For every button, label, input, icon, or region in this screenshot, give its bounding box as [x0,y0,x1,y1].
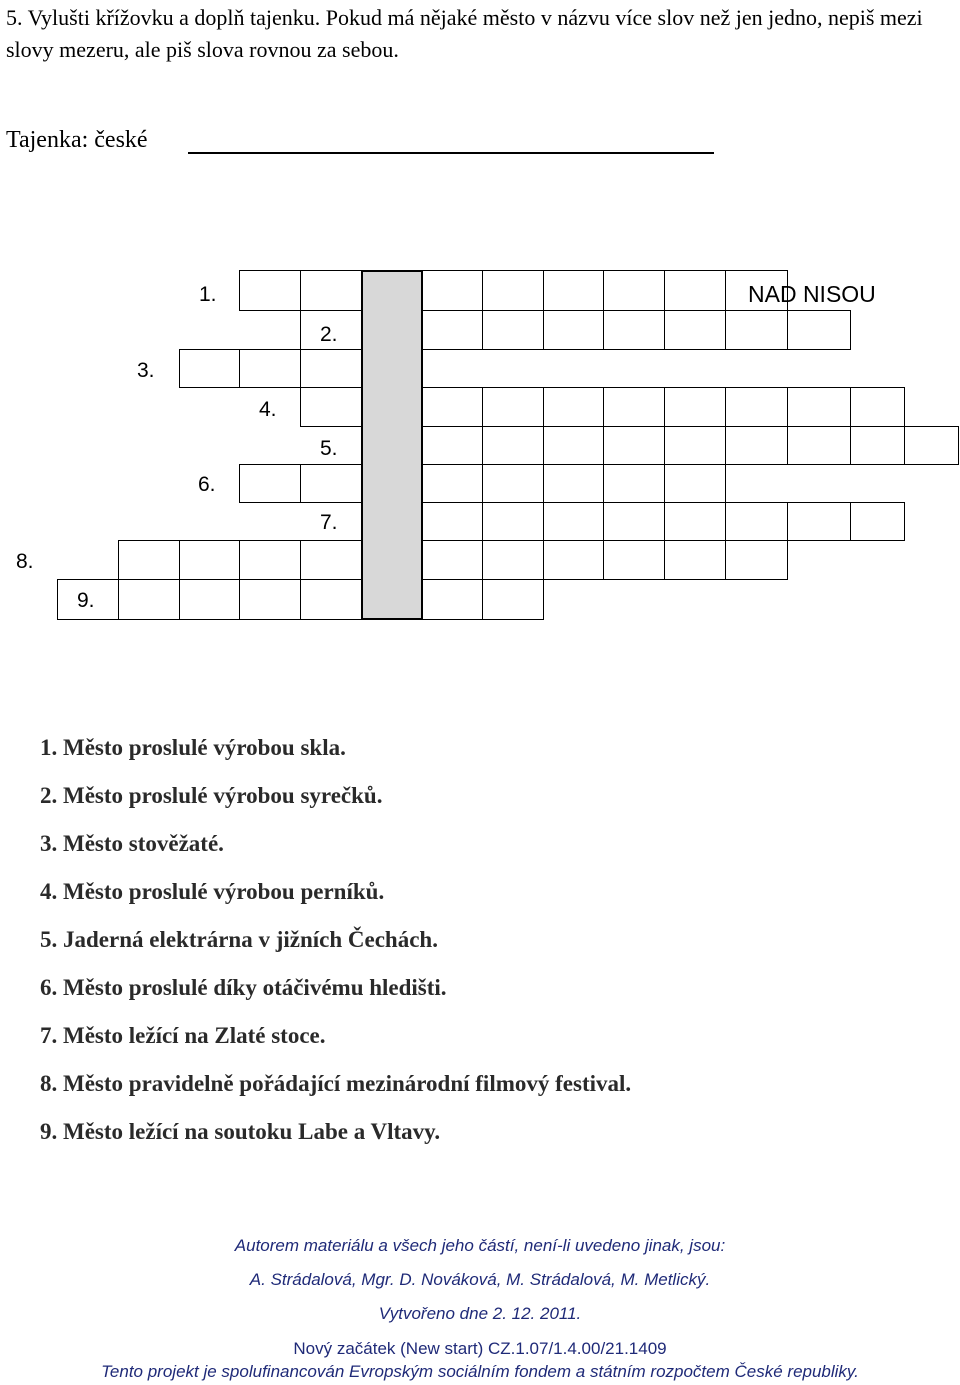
tajenka-label: Tajenka: české [6,127,148,153]
crossword-cell[interactable] [850,426,905,465]
crossword-cell[interactable] [603,310,665,350]
clue-8: 8. Město pravidelně pořádající mezinárodní filmový festival. [40,1071,632,1096]
footer-funding-note: Tento projekt je spolufinancován Evropským sociálním fondem a státním rozpočtem České republiky. [101,1362,859,1381]
clue-1: 1. Město proslulé výrobou skla. [40,735,346,760]
crossword-cell[interactable] [239,464,301,503]
crossword-cell[interactable] [725,540,788,580]
crossword-cell[interactable] [422,540,483,580]
crossword-cell[interactable] [422,426,483,465]
clue-number-3: 3. [137,359,155,382]
clue-number-8: 8. [16,550,34,573]
crossword-cell[interactable] [603,502,665,541]
clue-9: 9. Město ležící na soutoku Labe a Vltavy. [40,1119,441,1144]
crossword-cell[interactable] [118,579,180,620]
tajenka-answer-line [188,152,714,154]
crossword-cell[interactable] [422,310,483,350]
crossword-cell[interactable] [850,502,905,541]
crossword-cell[interactable] [603,270,665,311]
task-instruction: 5. Vylušti křížovku a doplň tajenku. Pokud má nějaké město v názvu více slov než jen jedno, nepiš mezi slovy mezeru, ale piš slova rovnou za sebou. [6,5,923,62]
crossword-cell[interactable] [543,464,604,503]
crossword-cell[interactable] [787,426,851,465]
clue-number-4: 4. [259,398,277,421]
clue-number-5: 5. [320,437,338,460]
crossword-cell[interactable] [422,270,483,311]
clue-4: 4. Město proslulé výrobou perníků. [40,879,385,904]
crossword-cell[interactable] [482,270,544,311]
crossword-cell[interactable] [543,502,604,541]
clue-5: 5. Jaderná elektrárna v jižních Čechách. [40,927,438,952]
crossword-cell[interactable] [603,464,665,503]
crossword-cell[interactable] [179,349,240,388]
crossword-cell[interactable] [482,540,544,580]
crossword-cell[interactable] [300,349,362,388]
crossword-cell[interactable] [603,540,665,580]
crossword-cell[interactable] [179,540,240,580]
crossword-cell[interactable] [422,502,483,541]
crossword-cell[interactable] [239,540,301,580]
footer-authors: A. Strádalová, Mgr. D. Nováková, M. Strádalová, M. Metlický. [249,1270,711,1289]
footer-project-id: Nový začátek (New start) CZ.1.07/1.4.00/21.1409 [293,1339,667,1358]
crossword-cell[interactable] [725,310,788,350]
crossword-cell[interactable] [300,464,362,503]
clue-2: 2. Město proslulé výrobou syrečků. [40,783,383,808]
clue-6: 6. Město proslulé díky otáčivému hledišti. [40,975,447,1000]
crossword-cell[interactable] [300,579,362,620]
crossword-cell[interactable] [239,270,301,311]
footer-authors-intro: Autorem materiálu a všech jeho částí, není-li uvedeno jinak, jsou: [234,1236,726,1255]
crossword-cell[interactable] [239,579,301,620]
crossword-cell[interactable] [422,579,483,620]
crossword-cell[interactable] [664,310,726,350]
clue-number-6: 6. [198,473,216,496]
crossword-cell[interactable] [787,502,851,541]
crossword-cell[interactable] [664,540,726,580]
crossword-cell[interactable] [422,464,483,503]
clue-number-2: 2. [320,323,338,346]
row1-hint-nad-nisou: NAD NISOU [748,281,876,307]
crossword-cell[interactable] [787,310,851,350]
crossword-cell[interactable] [725,426,788,465]
crossword-cell[interactable] [904,426,959,465]
crossword-cell[interactable] [300,270,362,311]
crossword-cell[interactable] [664,387,726,427]
clue-7: 7. Město ležící na Zlaté stoce. [40,1023,326,1048]
crossword-cell[interactable] [543,270,604,311]
crossword-cell[interactable] [543,426,604,465]
crossword-cell[interactable] [300,540,362,580]
crossword-cell[interactable] [725,502,788,541]
crossword-cell[interactable] [543,310,604,350]
crossword-cell[interactable] [603,426,665,465]
crossword-cell[interactable] [664,464,726,503]
footer-created-date: Vytvořeno dne 2. 12. 2011. [378,1304,582,1323]
crossword-cell[interactable] [850,387,905,427]
crossword-cell[interactable] [118,540,180,580]
clue-number-1: 1. [199,283,217,306]
crossword-cell[interactable] [179,579,240,620]
crossword-cell[interactable] [482,464,544,503]
clue-number-7: 7. [320,511,338,534]
crossword-cell[interactable] [482,426,544,465]
clue-list [40,732,631,1164]
crossword-cell[interactable] [664,426,726,465]
crossword-cell[interactable] [482,310,544,350]
clue-number-9: 9. [77,589,95,612]
crossword-cell[interactable] [543,387,604,427]
crossword-cell[interactable] [603,387,665,427]
crossword-cell[interactable] [725,387,788,427]
tajenka-solution-column[interactable] [361,270,423,620]
crossword-cell[interactable] [422,387,483,427]
crossword-cell[interactable] [543,540,604,580]
crossword-cell[interactable] [300,387,362,427]
crossword-cell[interactable] [482,387,544,427]
crossword-cell[interactable] [787,387,851,427]
crossword-cell[interactable] [482,579,544,620]
crossword-cell[interactable] [664,270,726,311]
crossword-cell[interactable] [239,349,301,388]
crossword-cell[interactable] [664,502,726,541]
clue-3: 3. Město stověžaté. [40,831,224,856]
crossword-cell[interactable] [482,502,544,541]
